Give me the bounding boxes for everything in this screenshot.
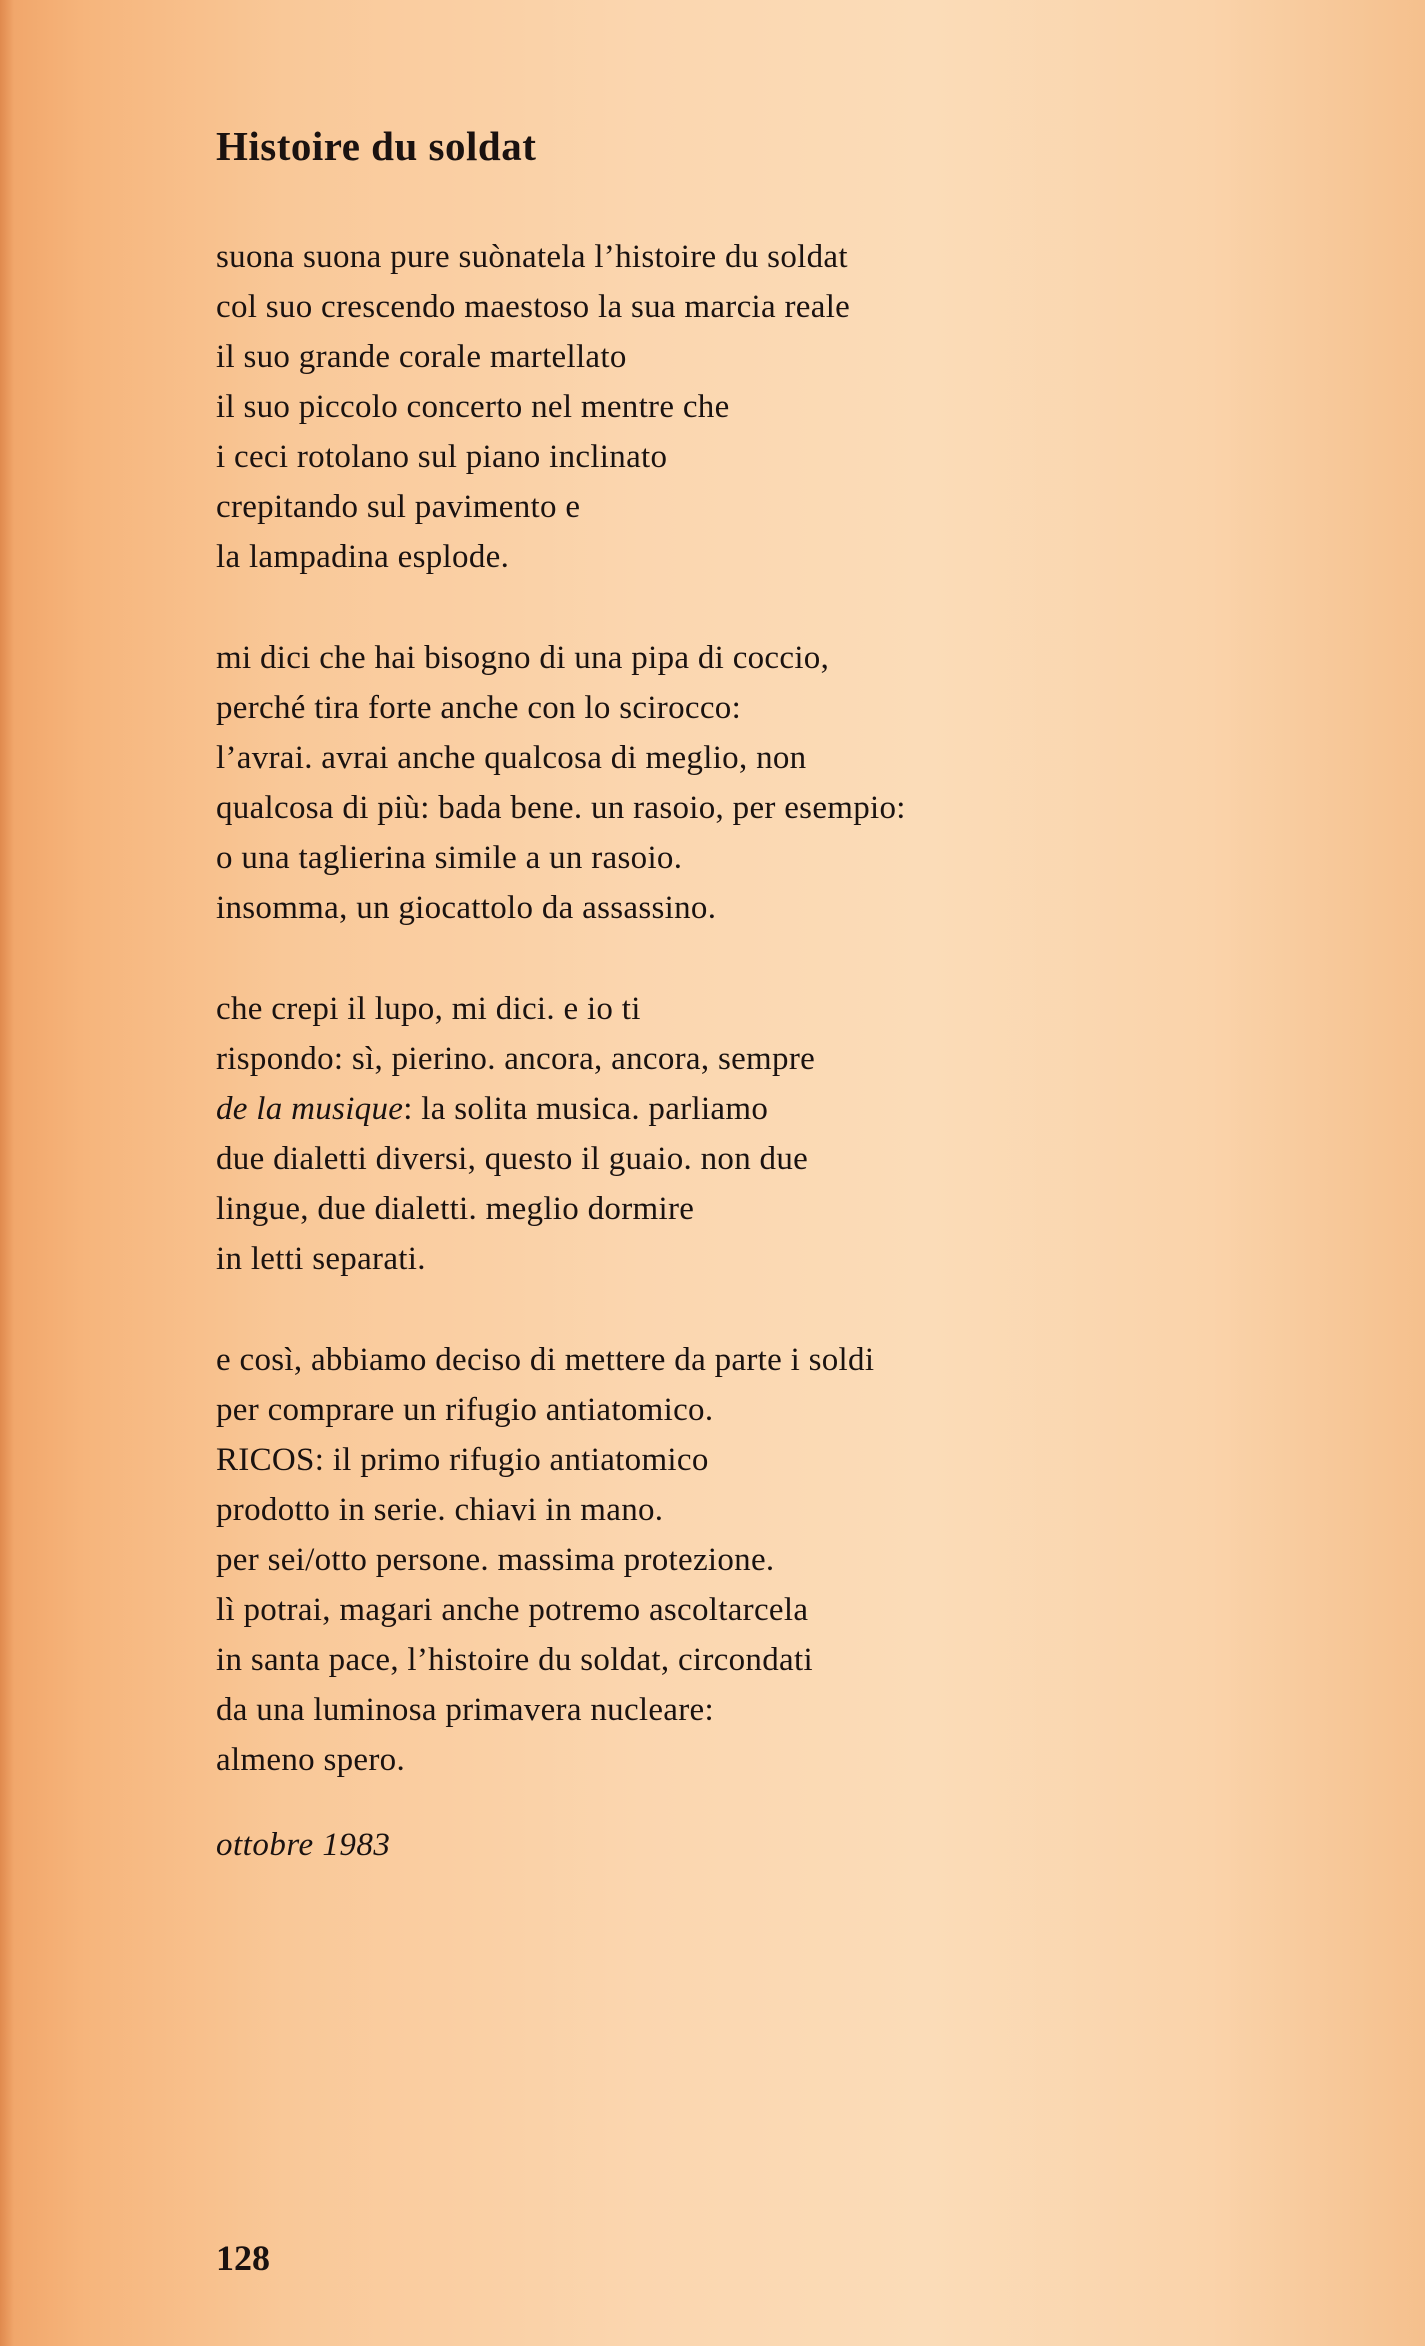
italic-suffix: : (403, 1091, 422, 1127)
poem-line: in santa pace, l’histoire du soldat, circondati (216, 1642, 813, 1678)
poem-line: almeno spero. (216, 1742, 406, 1778)
poem-line: due dialetti diversi, questo il guaio. non due (216, 1141, 809, 1177)
poem-line: l’avrai. avrai anche qualcosa di meglio, non (216, 740, 807, 776)
poem-line: i ceci rotolano sul piano inclinato (216, 439, 668, 475)
page-number: 128 (216, 2238, 270, 2278)
poem-line: in letti separati. (216, 1241, 426, 1277)
poem-line: lì potrai, magari anche potremo ascoltarcela (216, 1592, 809, 1628)
poem-line-mixed (216, 1084, 1216, 1134)
poem-line: che crepi il lupo, mi dici. e io ti (216, 991, 641, 1027)
stanza-2 (216, 633, 1216, 933)
italic-phrase: de la musique (216, 1091, 404, 1127)
poem-line: la lampadina esplode. (216, 539, 510, 575)
poem-line: rispondo: sì, pierino. ancora, ancora, sempre (216, 1041, 816, 1077)
stanza-3 (216, 984, 1216, 1284)
poem-date: ottobre 1983 (216, 1827, 391, 1863)
poem-line: suona suona pure suònatela l’histoire du soldat (216, 239, 848, 275)
page-edge-shadow (0, 0, 14, 2346)
stanza-4 (216, 1335, 1216, 1785)
poem-line: lingue, due dialetti. meglio dormire (216, 1191, 695, 1227)
poem-line: e così, abbiamo deciso di mettere da parte i soldi (216, 1342, 875, 1378)
poem-line: per comprare un rifugio antiatomico. (216, 1392, 714, 1428)
page-title: Histoire du soldat (216, 123, 537, 169)
poem-line: insomma, un giocattolo da assassino. (216, 890, 717, 926)
poem-line: mi dici che hai bisogno di una pipa di coccio, (216, 640, 830, 676)
poem-line: RICOS: il primo rifugio antiatomico (216, 1442, 709, 1478)
stanza-1 (216, 232, 1216, 582)
poem-line: da una luminosa primavera nucleare: (216, 1692, 714, 1728)
poem-line-rest: la solita musica. parliamo (421, 1091, 769, 1127)
poem-body (216, 232, 1216, 1836)
poem-line: prodotto in serie. chiavi in mano. (216, 1492, 664, 1528)
poem-line: col suo crescendo maestoso la sua marcia reale (216, 289, 851, 325)
poem-line: crepitando sul pavimento e (216, 489, 581, 525)
poem-line: o una taglierina simile a un rasoio. (216, 840, 683, 876)
poem-line: il suo grande corale martellato (216, 339, 627, 375)
poem-line: qualcosa di più: bada bene. un rasoio, per esempio: (216, 790, 906, 826)
poem-line: il suo piccolo concerto nel mentre che (216, 389, 730, 425)
poem-line: perché tira forte anche con lo scirocco: (216, 690, 742, 726)
poem-line: per sei/otto persone. massima protezione. (216, 1542, 775, 1578)
